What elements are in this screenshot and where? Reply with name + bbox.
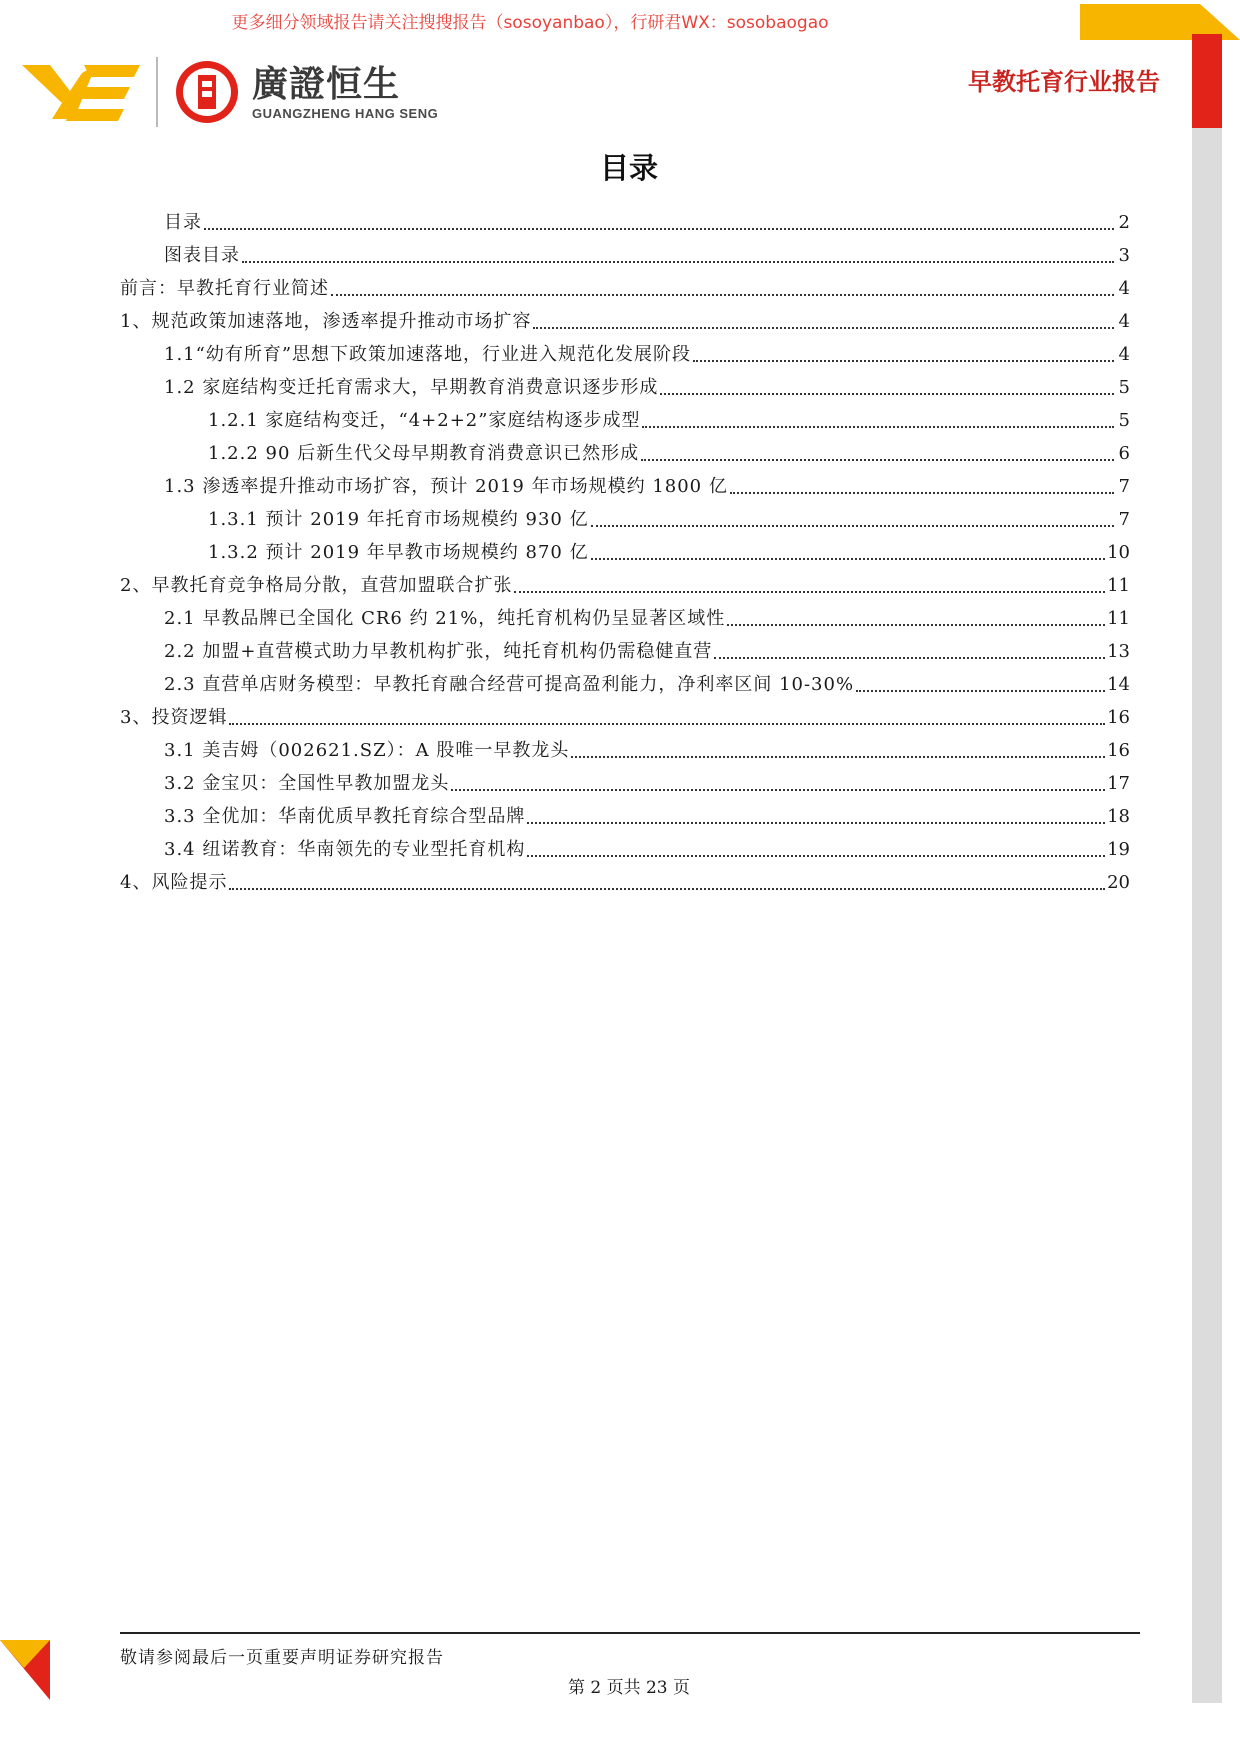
footer-disclaimer: 敬请参阅最后一页重要声明证券研究报告 (120, 1648, 444, 1668)
toc-leader-dots (714, 656, 1105, 659)
toc-entry[interactable] (120, 305, 1130, 338)
toc-entry[interactable] (120, 503, 1130, 536)
toc-entry[interactable] (120, 866, 1130, 899)
toc-entry-title: 2.3 直营单店财务模型：早教托育融合经营可提高盈利能力，净利率区间 10-30% (164, 674, 855, 695)
toc-entry-title: 1、规范政策加速落地，渗透率提升推动市场扩容 (120, 311, 532, 332)
toc-entry-page: 13 (1107, 641, 1130, 662)
toc-leader-dots (591, 557, 1106, 560)
toc-entry-title: 3.2 金宝贝：全国性早教加盟龙头 (164, 773, 450, 794)
toc-leader-dots (642, 425, 1114, 428)
toc-entry-page: 6 (1118, 443, 1130, 464)
toc-entry-title: 2.1 早教品牌已全国化 CR6 约 21%，纯托育机构仍呈显著区域性 (164, 608, 726, 629)
toc-leader-dots (229, 722, 1105, 725)
toc-entry-page: 10 (1107, 542, 1130, 563)
toc-entry-page: 16 (1107, 707, 1130, 728)
toc-leader-dots (641, 458, 1114, 461)
toc-leader-dots (693, 359, 1114, 362)
toc-entry-title: 1.3.2 预计 2019 年早教市场规模约 870 亿 (208, 542, 589, 563)
toc-entry-page: 4 (1118, 311, 1130, 332)
toc-leader-dots (204, 227, 1114, 230)
toc-leader-dots (514, 590, 1105, 593)
toc-entry-title: 1.2 家庭结构变迁托育需求大，早期教育消费意识逐步形成 (164, 377, 659, 398)
toc-leader-dots (533, 326, 1114, 329)
report-category-title: 早教托育行业报告 (968, 68, 1160, 96)
toc-entry[interactable] (120, 239, 1130, 272)
toc-entry[interactable] (120, 701, 1130, 734)
toc-entry-page: 20 (1107, 872, 1130, 893)
toc-entry[interactable] (120, 404, 1130, 437)
toc-entry-page: 11 (1107, 608, 1130, 629)
toc-leader-dots (571, 755, 1105, 758)
toc-leader-dots (660, 392, 1114, 395)
footer-divider (120, 1632, 1140, 1634)
corner-decoration-bottom-left (0, 1640, 56, 1706)
toc-entry-title: 3.4 纽诺教育：华南领先的专业型托育机构 (164, 839, 526, 860)
toc-entry[interactable] (120, 734, 1130, 767)
toc-leader-dots (856, 689, 1105, 692)
side-bar-grey (1192, 128, 1222, 1703)
toc-entry-title: 3、投资逻辑 (120, 707, 228, 728)
page-title: 目录 (599, 151, 658, 185)
logo-name-en: GUANGZHENG HANG SENG (252, 105, 439, 121)
toc-entry-page: 18 (1107, 806, 1130, 827)
toc-leader-dots (730, 491, 1114, 494)
toc-entry[interactable] (120, 338, 1130, 371)
toc-entry-title: 3.1 美吉姆（002621.SZ）：A 股唯一早教龙头 (164, 740, 570, 761)
toc-entry-page: 3 (1118, 245, 1130, 266)
toc-entry[interactable] (120, 437, 1130, 470)
toc-entry[interactable] (120, 635, 1130, 668)
toc-entry[interactable] (120, 833, 1130, 866)
toc-entry-title: 前言：早教托育行业简述 (120, 278, 329, 299)
toc-entry[interactable] (120, 272, 1130, 305)
toc-leader-dots (331, 293, 1114, 296)
toc-entry-title: 1.1“幼有所育”思想下政策加速落地，行业进入规范化发展阶段 (164, 344, 692, 365)
top-banner: 更多细分领域报告请关注搜搜报告（sosoyanbao），行研君WX：sosobaogao (231, 13, 829, 33)
ye-logo-icon (22, 57, 142, 127)
toc-leader-dots (451, 788, 1105, 791)
toc-entry[interactable] (120, 470, 1130, 503)
toc-entry-title: 图表目录 (164, 245, 240, 266)
toc-entry[interactable] (120, 536, 1130, 569)
toc-entry-title: 1.2.1 家庭结构变迁，“4+2+2”家庭结构逐步成型 (208, 410, 641, 431)
company-logo (22, 52, 438, 132)
table-of-contents (120, 206, 1130, 899)
page-number: 第 2 页共 23 页 (567, 1678, 691, 1698)
toc-entry[interactable] (120, 767, 1130, 800)
toc-entry[interactable] (120, 206, 1130, 239)
toc-entry[interactable] (120, 569, 1130, 602)
toc-entry-title: 目录 (164, 212, 202, 233)
logo-name-cn: 廣證恒生 (252, 63, 401, 105)
toc-entry-title: 1.3 渗透率提升推动市场扩容，预计 2019 年市场规模约 1800 亿 (164, 476, 728, 497)
toc-entry-page: 16 (1107, 740, 1130, 761)
toc-entry-page: 14 (1107, 674, 1130, 695)
toc-entry-page: 4 (1118, 344, 1130, 365)
toc-entry-page: 5 (1118, 410, 1130, 431)
toc-leader-dots (242, 260, 1114, 263)
toc-entry-page: 5 (1118, 377, 1130, 398)
toc-entry-page: 2 (1118, 212, 1130, 233)
toc-entry-title: 3.3 全优加：华南优质早教托育综合型品牌 (164, 806, 526, 827)
toc-leader-dots (527, 821, 1105, 824)
toc-entry-title: 1.3.1 预计 2019 年托育市场规模约 930 亿 (208, 509, 589, 530)
toc-entry[interactable] (120, 800, 1130, 833)
toc-entry-page: 7 (1118, 476, 1130, 497)
toc-entry[interactable] (120, 371, 1130, 404)
toc-leader-dots (727, 623, 1105, 626)
toc-leader-dots (591, 524, 1114, 527)
side-bar-red (1192, 34, 1222, 128)
toc-entry-title: 2、早教托育竞争格局分散，直营加盟联合扩张 (120, 575, 513, 596)
logo-divider (156, 57, 158, 127)
toc-entry[interactable] (120, 668, 1130, 701)
toc-entry-page: 17 (1107, 773, 1130, 794)
toc-entry-page: 4 (1118, 278, 1130, 299)
toc-leader-dots (229, 887, 1105, 890)
toc-entry-page: 11 (1107, 575, 1130, 596)
seal-logo-icon (174, 59, 240, 125)
toc-entry[interactable] (120, 602, 1130, 635)
toc-entry-title: 1.2.2 90 后新生代父母早期教育消费意识已然形成 (208, 443, 640, 464)
toc-entry-title: 4、风险提示 (120, 872, 228, 893)
toc-entry-page: 7 (1118, 509, 1130, 530)
toc-leader-dots (527, 854, 1105, 857)
toc-entry-title: 2.2 加盟+直营模式助力早教机构扩张，纯托育机构仍需稳健直营 (164, 641, 713, 662)
toc-entry-page: 19 (1107, 839, 1130, 860)
